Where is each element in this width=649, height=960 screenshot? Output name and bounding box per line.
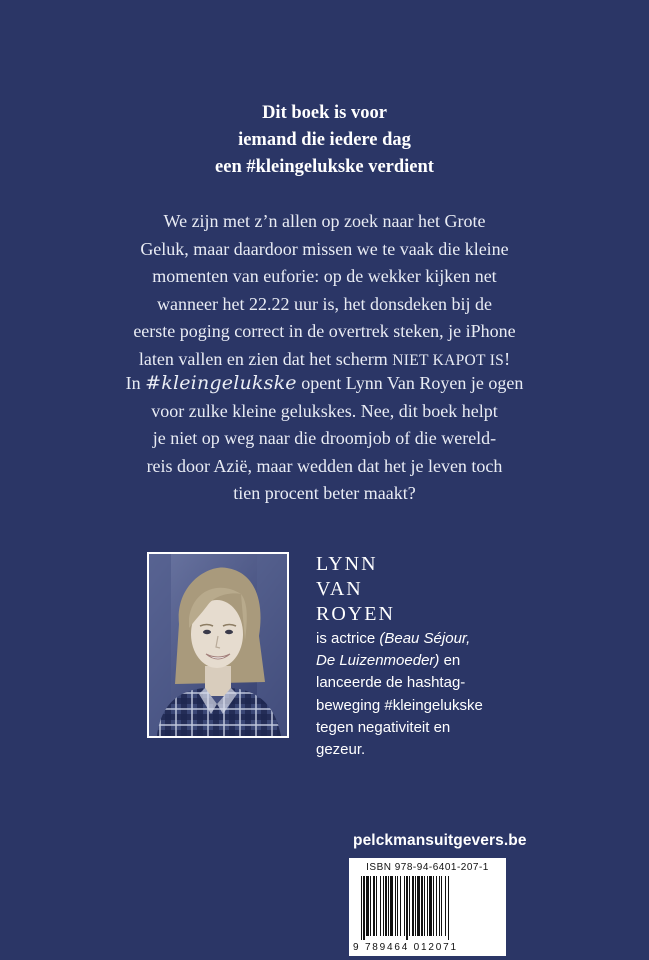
barcode-bar xyxy=(361,876,362,940)
blurb-line xyxy=(0,370,649,398)
barcode-bar xyxy=(417,876,420,936)
bio-line: gezeur. xyxy=(316,741,366,759)
barcode-bar xyxy=(376,876,377,936)
barcode-bar xyxy=(439,876,440,936)
barcode-bar xyxy=(383,876,384,936)
blurb-line: We zijn met z’n allen op zoek naar het Grote xyxy=(163,211,486,231)
book-title-script: #kleingelukske xyxy=(145,372,297,394)
tagline-line-1: Dit boek is voor xyxy=(262,103,387,123)
blurb-line: je niet op weg naar die droomjob of die wereld- xyxy=(152,428,497,448)
bio-line xyxy=(316,650,483,672)
barcode-bar xyxy=(380,876,381,936)
blurb-line: reis door Azië, maar wedden dat het je leven toch xyxy=(146,455,503,476)
barcode-bar xyxy=(395,876,396,936)
barcode-bar xyxy=(412,876,414,936)
barcode-bar xyxy=(397,876,398,936)
blurb-text: opent Lynn Van Royen je ogen xyxy=(296,373,524,393)
blurb-line: Geluk, maar daardoor missen we te vaak die kleine xyxy=(140,238,509,259)
blurb-paragraph-2 xyxy=(0,370,649,508)
publisher-website: pelckmansuitgevers.be xyxy=(353,832,527,849)
bio-line: lanceerde de hashtag- xyxy=(316,674,466,692)
barcode-bar xyxy=(445,876,446,936)
tagline-line-2: iemand die iedere dag xyxy=(238,130,411,150)
blurb-text: In xyxy=(125,373,146,393)
barcode-bars xyxy=(361,876,495,942)
barcode-bar xyxy=(370,876,371,936)
barcode-bar xyxy=(409,876,410,936)
barcode-bar xyxy=(406,876,408,940)
author-portrait-illustration xyxy=(149,554,287,736)
blurb-line: tien procent beter maakt? xyxy=(233,483,416,503)
bio-text: en xyxy=(439,652,461,670)
bio-line: tegen negativiteit en xyxy=(316,718,451,736)
barcode-bar xyxy=(385,876,387,936)
isbn-barcode xyxy=(349,858,506,956)
author-name-line: ROYEN xyxy=(316,603,395,625)
blurb-line: momenten van euforie: op de wekker kijken net xyxy=(152,266,497,286)
barcode-bar xyxy=(366,876,369,936)
isbn-number: ISBN 978-94-6401-207-1 xyxy=(366,862,489,873)
barcode-bar xyxy=(429,876,432,936)
blurb-emphasis-caps: NIET KAPOT IS xyxy=(392,351,505,369)
barcode-bar xyxy=(388,876,389,936)
bio-line: beweging #kleingelukske xyxy=(316,696,483,714)
blurb-line: wanneer het 22.22 uur is, het donsdeken bij de xyxy=(157,293,492,314)
barcode-bar xyxy=(421,876,423,936)
blurb-text: ! xyxy=(504,348,511,369)
tagline-line-3: een #kleingelukske verdient xyxy=(215,157,434,177)
blurb-text: laten vallen en zien dat het scherm xyxy=(138,348,393,369)
tagline xyxy=(0,100,649,181)
barcode-bar xyxy=(390,876,393,936)
bio-italic: De Luizenmoeder) xyxy=(316,652,440,670)
author-bio xyxy=(316,628,483,761)
blurb-line: voor zulke kleine gelukskes. Nee, dit boek helpt xyxy=(151,400,498,421)
barcode-bar xyxy=(373,876,375,936)
barcode-bar xyxy=(436,876,437,936)
bio-italic: (Beau Séjour, xyxy=(379,630,471,647)
blurb-line: eerste poging correct in de overtrek steken, je iPhone xyxy=(133,321,516,341)
ean-digits: 9 789464 012071 xyxy=(353,942,458,953)
barcode-bar xyxy=(404,876,405,936)
barcode-bar xyxy=(415,876,416,936)
barcode-bar xyxy=(448,876,449,940)
barcode-bar xyxy=(424,876,425,936)
bio-line xyxy=(316,628,483,650)
barcode-bar xyxy=(427,876,428,936)
barcode-bar xyxy=(363,876,365,940)
blurb-paragraph-1 xyxy=(0,208,649,374)
bio-text: is actrice xyxy=(316,630,380,647)
author-name-line: VAN xyxy=(316,578,363,600)
author-name-line: LYNN xyxy=(316,553,378,575)
barcode-bar xyxy=(441,876,442,936)
author-name xyxy=(316,552,395,627)
barcode-bar xyxy=(400,876,401,936)
barcode-bar xyxy=(433,876,434,936)
author-photo xyxy=(147,552,289,738)
